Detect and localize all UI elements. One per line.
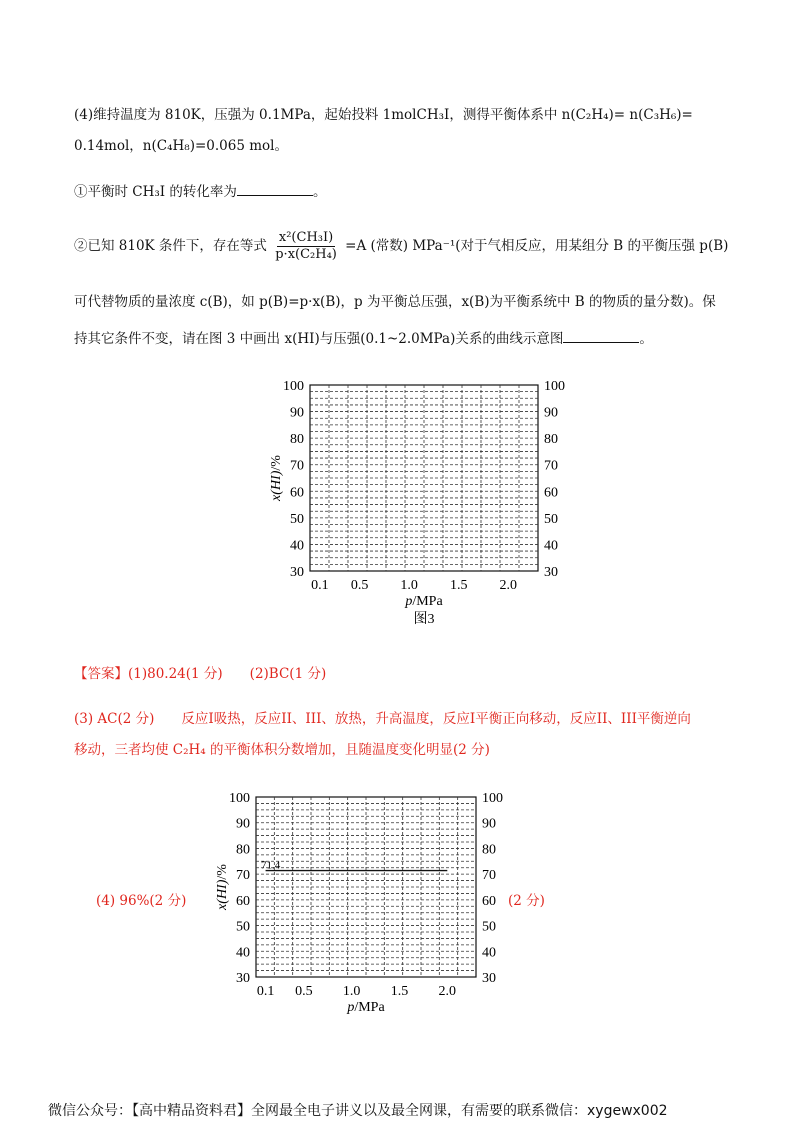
- chart2-ytick-left: 30: [236, 971, 250, 986]
- chart1-xtick: 0.5: [350, 578, 369, 593]
- q4-sub1-suffix: 。: [312, 184, 327, 200]
- chart1-xlabel: p/MPa: [405, 594, 443, 609]
- chart1-ytick-left: 80: [290, 432, 304, 448]
- answer-blank-2[interactable]: [563, 330, 639, 343]
- chart2-xtick: 0.5: [295, 984, 313, 999]
- q4-sub2-prefix: ②已知 810K 条件下，存在等式: [74, 238, 267, 254]
- equation-fraction: [273, 230, 339, 263]
- answer-line3: 移动，三者均使 C₂H₄ 的平衡体积分数增加，且随温度变化明显(2 分): [74, 742, 490, 758]
- chart2-ytick-left: 50: [236, 919, 250, 935]
- chart1-frame: [310, 385, 538, 571]
- chart1-ytick-left: 60: [290, 485, 304, 501]
- chart2-ytick-right: 100: [482, 791, 503, 806]
- answer-blank-1[interactable]: [237, 183, 313, 196]
- q4-sub1: [74, 183, 326, 201]
- chart2-ytick-left: 90: [236, 816, 250, 832]
- footer: 微信公众号：【高中精品资料君】全网最全电子讲义以及最全网课，有需要的联系微信：xygewx002: [48, 1103, 668, 1119]
- chart2-xtick: 1.0: [342, 984, 361, 999]
- chart2-ylabel: x(HI)/%: [215, 864, 230, 910]
- chart2-ytick-right: 60: [482, 893, 496, 909]
- chart1-ytick-left: 70: [290, 458, 304, 474]
- answer-line1: 【答案】(1)80.24(1 分) (2)BC(1 分): [74, 666, 327, 682]
- chart2-ytick-right: 90: [482, 816, 496, 832]
- chart1-ytick-right: 30: [544, 565, 558, 580]
- chart2-ytick-left: 100: [229, 791, 250, 806]
- chart1-ytick-right: 80: [544, 432, 558, 448]
- chart2-xtick: 0.1: [256, 984, 275, 999]
- chart1-ytick-left: 30: [290, 565, 304, 580]
- fraction-denominator: p·x(C₂H₄): [275, 247, 337, 262]
- chart1-ytick-left: 90: [290, 405, 304, 421]
- chart1-ytick-right: 60: [544, 485, 558, 501]
- chart1-title: 图3: [413, 612, 435, 627]
- chart2-ytick-right: 70: [482, 868, 496, 884]
- chart2-ytick-left: 40: [236, 945, 250, 961]
- q4-sub1-prefix: ①平衡时 CH₃I 的转化率为: [74, 184, 237, 200]
- chart2-ytick-left: 60: [236, 893, 250, 909]
- chart2-ytick-right: 50: [482, 919, 496, 935]
- q4-line6: [74, 330, 653, 348]
- chart1-ytick-right: 40: [544, 538, 558, 554]
- chart1-ytick-right: 100: [544, 379, 565, 394]
- answer-line2: (3) AC(2 分) 反应I吸热，反应II、III、放热，升高温度，反应I平衡正向移动，反应II、III平衡逆向: [74, 711, 691, 727]
- chart2-ytick-right: 80: [482, 842, 496, 858]
- chart1-ytick-left: 50: [290, 511, 304, 527]
- q4-sub2-suffix: =A (常数) MPa⁻¹(对于气相反应，用某组分 B 的平衡压强 p(B): [345, 238, 729, 254]
- chart1-xtick: 1.0: [400, 578, 418, 593]
- q4-line6-prefix: 持其它条件不变，请在图 3 中画出 x(HI)与压强(0.1~2.0MPa)关系的曲线示意图: [74, 331, 564, 347]
- chart2-frame: [256, 797, 476, 977]
- answer-q4-left: (4) 96%(2 分): [96, 893, 187, 909]
- q4-line5: 可代替物质的量浓度 c(B)，如 p(B)=p·x(B)，p 为平衡总压强，x(B)为平衡系统中 B 的物质的量分数)。保: [74, 294, 716, 310]
- chart2-ytick-left: 70: [236, 868, 250, 884]
- chart2-xlabel: p/MPa: [347, 1000, 385, 1015]
- chart2-ytick-right: 40: [482, 945, 496, 961]
- chart1-ytick-left: 100: [283, 379, 304, 394]
- chart1-xtick: 1.5: [449, 578, 468, 593]
- chart2-xtick: 1.5: [390, 984, 409, 999]
- chart1-ytick-right: 70: [544, 458, 558, 474]
- chart1-ytick-left: 40: [290, 538, 304, 554]
- answer-q4-right: (2 分): [508, 893, 545, 909]
- chart1-ytick-right: 90: [544, 405, 558, 421]
- q4-line2: 0.14mol，n(C₄H₈)=0.065 mol。: [74, 138, 288, 154]
- q4-line1: (4)维持温度为 810K，压强为 0.1MPa，起始投料 1molCH₃I，测得平衡体系中 n(C₂H₄)= n(C₃H₆)=: [74, 107, 693, 123]
- chart2-ytick-left: 80: [236, 842, 250, 858]
- q4-sub2: [74, 230, 728, 263]
- chart1-ytick-right: 50: [544, 511, 558, 527]
- chart2-annotation: 71.4: [261, 859, 281, 872]
- chart1-xtick: 0.1: [311, 578, 329, 593]
- fraction-numerator: x²(CH₃I): [278, 230, 334, 245]
- chart2-xtick: 2.0: [438, 984, 457, 999]
- chart1-ylabel: x(HI)/%: [269, 455, 284, 501]
- q4-line6-suffix: 。: [639, 331, 653, 347]
- chart2-ytick-right: 30: [482, 971, 496, 986]
- chart1-xtick: 2.0: [499, 578, 518, 593]
